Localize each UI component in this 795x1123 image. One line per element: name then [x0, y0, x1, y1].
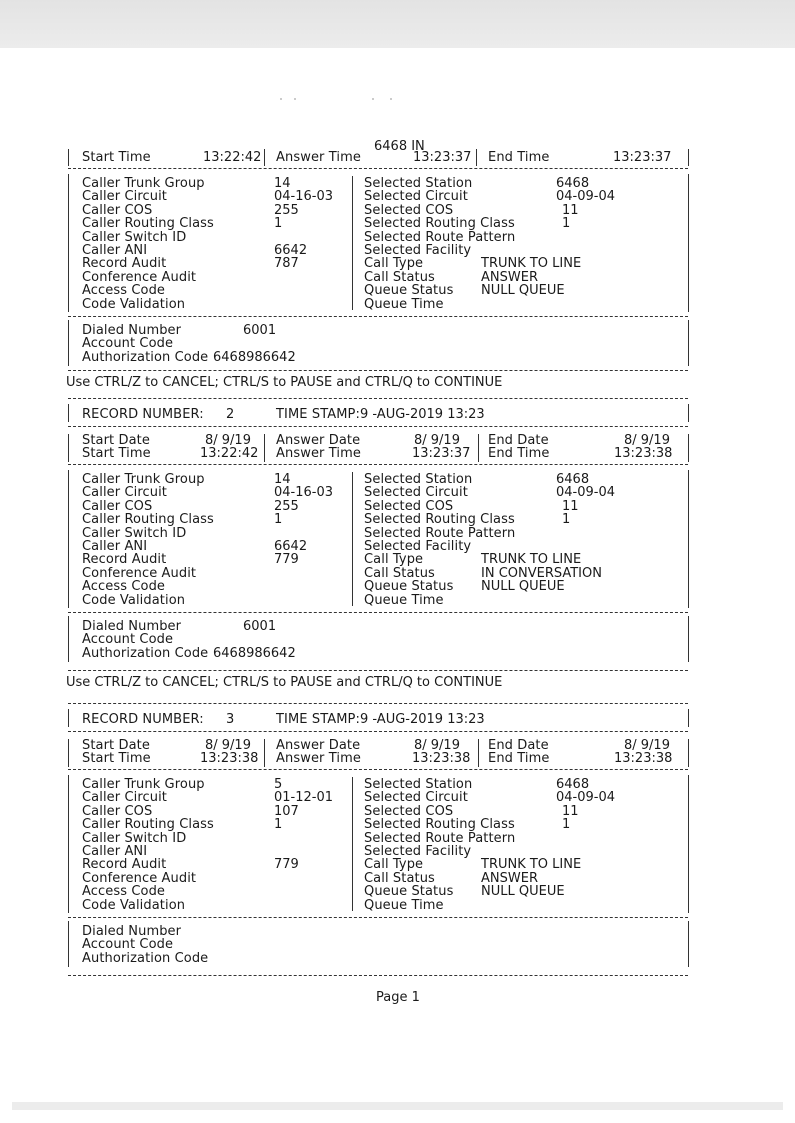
selected-field-label: Selected Facility	[364, 844, 472, 859]
column-bar	[264, 739, 265, 767]
scan-border-bottom	[12, 1102, 783, 1110]
record-right-border	[688, 434, 689, 462]
caller-field-label: Caller Circuit	[82, 485, 167, 501]
caller-field-label: Record Audit	[82, 256, 167, 272]
selected-call-status-value: ANSWER	[481, 870, 538, 886]
caller-field-label: Caller ANI	[82, 539, 148, 554]
record-right-border	[688, 470, 689, 608]
record-left-border	[68, 709, 69, 727]
selected-field-label: Call Status	[364, 870, 435, 886]
cancel-instruction: Use CTRL/Z to CANCEL; CTRL/S to PAUSE and CTRL/Q to CONTINUE	[66, 675, 503, 690]
selected-cos-value: 11	[562, 202, 579, 218]
selected-field-label: Selected COS	[364, 202, 454, 218]
selected-circuit-value: 04-09-04	[556, 485, 616, 501]
record-center-separator	[352, 472, 353, 606]
caller-field-value: 6642	[274, 243, 308, 258]
dialed-field-label: Authorization Code	[82, 950, 209, 966]
summary-end-time-label: End Time	[488, 150, 550, 165]
caller-field-label: Caller ANI	[82, 844, 148, 859]
record-right-border	[688, 739, 689, 767]
caller-field-label: Caller Routing Class	[82, 512, 214, 528]
selected-field-label: Queue Status	[364, 884, 454, 900]
caller-field-label: Access Code	[82, 283, 166, 299]
selected-field-label: Selected Circuit	[364, 790, 468, 806]
caller-field-value: 1	[274, 216, 283, 232]
selected-cos-value: 11	[562, 803, 579, 819]
selected-field-label: Selected Route Pattern	[364, 525, 516, 541]
dialed-field-label: Account Code	[82, 336, 174, 352]
record-left-border	[68, 739, 69, 767]
caller-field-value: 779	[274, 552, 299, 568]
caller-field-label: Caller ANI	[82, 243, 148, 258]
caller-field-label: Caller Routing Class	[82, 216, 214, 232]
record-left-border	[68, 174, 69, 312]
record-left-border	[68, 434, 69, 462]
selected-field-label: Queue Time	[364, 592, 444, 608]
selected-field-label: Queue Time	[364, 296, 444, 312]
selected-field-label: Call Type	[364, 857, 424, 873]
caller-field-label: Access Code	[82, 884, 166, 900]
record-left-border	[68, 921, 69, 967]
caller-field-value: 04-16-03	[274, 485, 334, 501]
scan-border-top	[0, 0, 795, 48]
column-bar	[478, 434, 479, 462]
selected-queue-status-value: NULL QUEUE	[481, 884, 565, 900]
selected-field-label: Queue Time	[364, 897, 444, 913]
time-stamp: 9 -AUG-2019 13:23	[360, 407, 485, 422]
caller-field-label: Record Audit	[82, 857, 167, 873]
record-number-label: RECORD NUMBER:	[82, 712, 204, 727]
selected-field-label: Selected COS	[364, 498, 454, 514]
caller-field-label: Access Code	[82, 579, 166, 595]
selected-queue-status-value: NULL QUEUE	[481, 283, 565, 299]
caller-field-label: Caller Trunk Group	[82, 176, 205, 191]
section-divider	[68, 917, 688, 918]
time-stamp-label: TIME STAMP:	[276, 407, 360, 422]
selected-call-status-value: ANSWER	[481, 269, 538, 285]
section-divider	[68, 426, 688, 427]
selected-field-label: Selected Facility	[364, 539, 472, 554]
record-number-label: RECORD NUMBER:	[82, 407, 204, 422]
caller-field-value: 779	[274, 857, 299, 873]
end-time: 13:23:38	[614, 751, 673, 766]
record-top-rule	[68, 703, 688, 704]
record-left-border	[68, 775, 69, 913]
summary-answer-time: 13:23:37	[413, 150, 472, 165]
answer-date: 8/ 9/19	[414, 433, 460, 448]
selected-field-label: Call Type	[364, 552, 424, 568]
caller-field-label: Caller Switch ID	[82, 229, 187, 245]
section-divider	[68, 612, 688, 613]
start-time-label: Start Time	[82, 446, 151, 461]
selected-field-label: Selected Route Pattern	[364, 830, 516, 846]
record-number: 2	[226, 407, 235, 422]
dialed-field-label: Account Code	[82, 937, 174, 953]
record-center-separator	[352, 777, 353, 911]
dialed-field-label: Account Code	[82, 632, 174, 648]
selected-station-value: 6468	[556, 472, 590, 487]
dialed-field-label: Dialed Number	[82, 619, 182, 634]
column-bar	[264, 434, 265, 462]
caller-field-value: 01-12-01	[274, 790, 334, 806]
start-date-label: Start Date	[82, 433, 150, 448]
summary-end-time: 13:23:37	[613, 150, 672, 165]
dialed-field-value: 6468986642	[213, 645, 296, 661]
section-divider	[68, 464, 688, 465]
selected-circuit-value: 04-09-04	[556, 189, 616, 205]
summary-start-time-label: Start Time	[82, 150, 151, 165]
selected-station-value: 6468	[556, 176, 590, 191]
caller-field-label: Caller Switch ID	[82, 525, 187, 541]
caller-field-value: 5	[274, 777, 283, 792]
selected-queue-status-value: NULL QUEUE	[481, 579, 565, 595]
caller-field-label: Caller Switch ID	[82, 830, 187, 846]
selected-routing-value: 1	[562, 512, 571, 528]
record-left-border	[68, 320, 69, 366]
selected-field-label: Selected Station	[364, 176, 473, 191]
time-stamp-label: TIME STAMP:	[276, 712, 360, 727]
dialed-field-label: Authorization Code	[82, 645, 209, 661]
record-right-border	[688, 709, 689, 727]
section-divider	[68, 731, 688, 732]
caller-field-value: 1	[274, 512, 283, 528]
start-time: 13:22:42	[200, 446, 259, 461]
dialed-field-value: 6001	[243, 323, 277, 338]
answer-time: 13:23:37	[412, 446, 471, 461]
selected-routing-value: 1	[562, 216, 571, 232]
record-right-border	[688, 404, 689, 422]
caller-field-value: 787	[274, 256, 299, 272]
end-time: 13:23:38	[614, 446, 673, 461]
caller-field-value: 14	[274, 472, 291, 487]
record-end-rule	[68, 370, 688, 371]
start-date: 8/ 9/19	[205, 738, 251, 753]
selected-field-label: Selected COS	[364, 803, 454, 819]
record-top-rule	[68, 398, 688, 399]
start-date-label: Start Date	[82, 738, 150, 753]
caller-field-label: Code Validation	[82, 296, 186, 312]
caller-field-value: 107	[274, 803, 299, 819]
record-end-rule	[68, 670, 688, 671]
selected-routing-value: 1	[562, 817, 571, 833]
caller-field-label: Caller Circuit	[82, 189, 167, 205]
answer-time-label: Answer Time	[276, 751, 361, 766]
selected-call-status-value: IN CONVERSATION	[481, 565, 602, 581]
cancel-instruction: Use CTRL/Z to CANCEL; CTRL/S to PAUSE and CTRL/Q to CONTINUE	[66, 375, 503, 390]
start-date: 8/ 9/19	[205, 433, 251, 448]
end-date: 8/ 9/19	[624, 433, 670, 448]
selected-field-label: Call Status	[364, 565, 435, 581]
dialed-field-value: 6468986642	[213, 349, 296, 365]
selected-call-type-value: TRUNK TO LINE	[481, 256, 582, 272]
selected-circuit-value: 04-09-04	[556, 790, 616, 806]
column-bar	[478, 739, 479, 767]
caller-field-label: Record Audit	[82, 552, 167, 568]
end-date-label: End Date	[488, 738, 549, 753]
caller-field-value: 255	[274, 498, 299, 514]
caller-field-label: Caller COS	[82, 803, 153, 819]
record-left-border	[68, 404, 69, 422]
record-left-border	[68, 616, 69, 662]
time-stamp: 9 -AUG-2019 13:23	[360, 712, 485, 727]
section-divider	[68, 316, 688, 317]
answer-date-label: Answer Date	[276, 433, 361, 448]
selected-field-label: Selected Station	[364, 777, 473, 792]
answer-time-label: Answer Time	[276, 446, 361, 461]
caller-field-value: 04-16-03	[274, 189, 334, 205]
start-time-label: Start Time	[82, 751, 151, 766]
record-right-border	[688, 921, 689, 967]
selected-field-label: Selected Routing Class	[364, 512, 515, 528]
record-right-border	[688, 320, 689, 366]
page-number: Page 1	[376, 990, 420, 1005]
selected-station-value: 6468	[556, 777, 590, 792]
caller-field-label: Caller COS	[82, 498, 153, 514]
end-date: 8/ 9/19	[624, 738, 670, 753]
caller-field-label: Code Validation	[82, 592, 186, 608]
record-right-border	[688, 616, 689, 662]
answer-date: 8/ 9/19	[414, 738, 460, 753]
report-heading: 6468 IN	[374, 139, 425, 154]
section-divider	[68, 168, 688, 169]
end-time-label: End Time	[488, 751, 550, 766]
selected-field-label: Selected Station	[364, 472, 473, 487]
selected-call-type-value: TRUNK TO LINE	[481, 552, 582, 568]
selected-field-label: Queue Status	[364, 579, 454, 595]
summary-answer-time-label: Answer Time	[276, 150, 361, 165]
caller-field-label: Conference Audit	[82, 870, 197, 886]
section-divider	[68, 769, 688, 770]
summary-start-time: 13:22:42	[203, 150, 262, 165]
dialed-field-label: Authorization Code	[82, 349, 209, 365]
selected-field-label: Selected Routing Class	[364, 216, 515, 232]
selected-field-label: Selected Facility	[364, 243, 472, 258]
record-left-border	[68, 470, 69, 608]
selected-field-label: Selected Circuit	[364, 485, 468, 501]
dialed-field-label: Dialed Number	[82, 924, 182, 939]
selected-field-label: Selected Routing Class	[364, 817, 515, 833]
selected-field-label: Call Type	[364, 256, 424, 272]
answer-time: 13:23:38	[412, 751, 471, 766]
record-number: 3	[226, 712, 235, 727]
record-right-border	[688, 174, 689, 312]
caller-field-value: 6642	[274, 539, 308, 554]
record-center-separator	[352, 176, 353, 310]
end-time-label: End Time	[488, 446, 550, 461]
selected-field-label: Queue Status	[364, 283, 454, 299]
record-right-border	[688, 775, 689, 913]
caller-field-label: Code Validation	[82, 897, 186, 913]
caller-field-label: Caller Routing Class	[82, 817, 214, 833]
selected-field-label: Selected Route Pattern	[364, 229, 516, 245]
caller-field-label: Caller Trunk Group	[82, 777, 205, 792]
record-end-rule	[68, 975, 688, 976]
dialed-field-label: Dialed Number	[82, 323, 182, 338]
caller-field-value: 1	[274, 817, 283, 833]
caller-field-label: Conference Audit	[82, 565, 197, 581]
caller-field-value: 255	[274, 202, 299, 218]
end-date-label: End Date	[488, 433, 549, 448]
selected-call-type-value: TRUNK TO LINE	[481, 857, 582, 873]
caller-field-label: Caller Trunk Group	[82, 472, 205, 487]
selected-cos-value: 11	[562, 498, 579, 514]
caller-field-label: Caller Circuit	[82, 790, 167, 806]
answer-date-label: Answer Date	[276, 738, 361, 753]
caller-field-value: 14	[274, 176, 291, 191]
selected-field-label: Selected Circuit	[364, 189, 468, 205]
caller-field-label: Conference Audit	[82, 269, 197, 285]
start-time: 13:23:38	[200, 751, 259, 766]
scan-specks	[280, 98, 420, 108]
dialed-field-value: 6001	[243, 619, 277, 634]
selected-field-label: Call Status	[364, 269, 435, 285]
caller-field-label: Caller COS	[82, 202, 153, 218]
